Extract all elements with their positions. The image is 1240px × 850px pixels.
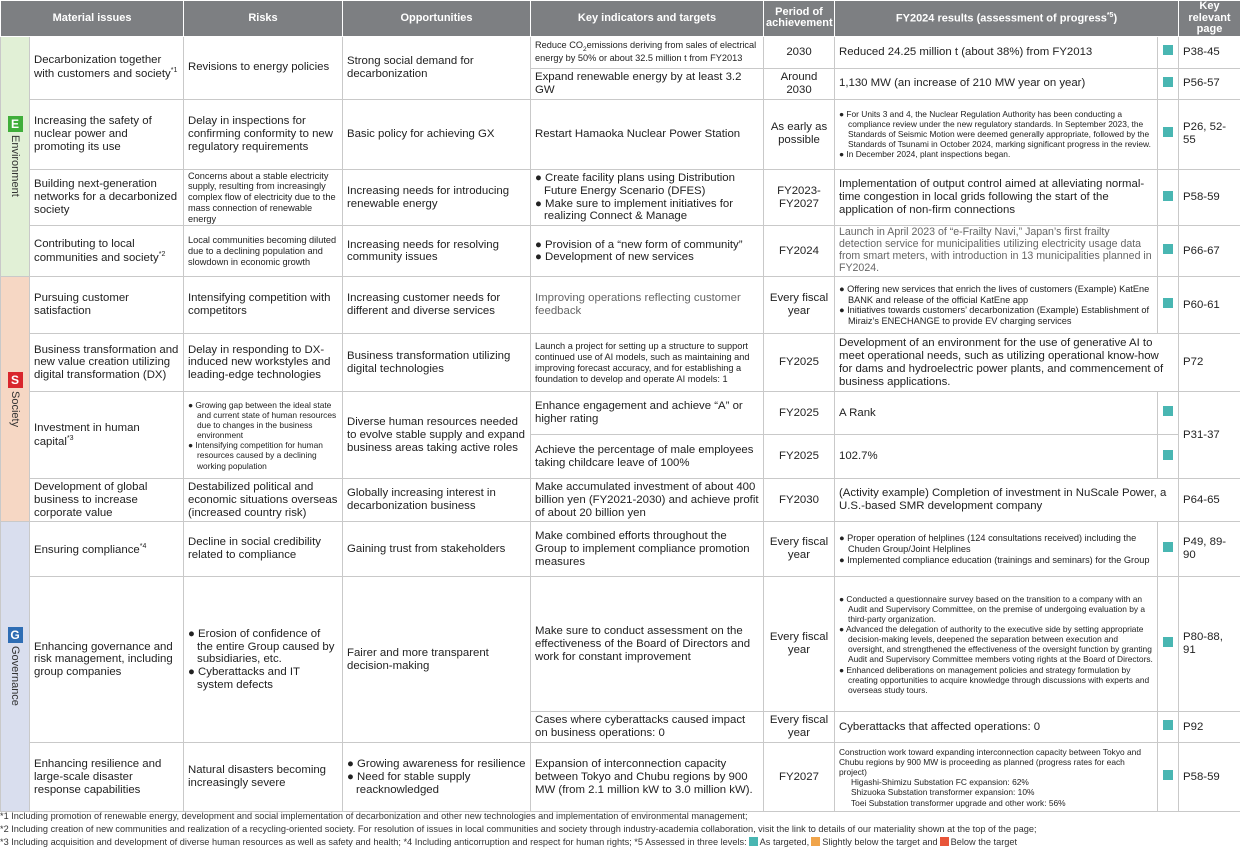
opportunity-cell: Increasing needs for introducing renewable energy — [343, 169, 531, 226]
result-cell: Cyberattacks that affected operations: 0 — [835, 712, 1158, 743]
table-row — [1, 334, 1240, 392]
page-ref: P49, 89-90 — [1179, 522, 1240, 577]
page-ref: P31-37 — [1179, 392, 1240, 479]
assessment-marker — [1158, 277, 1179, 334]
on-target-square-icon — [1163, 637, 1173, 647]
risk-bullet: ● Intensifying competition for human resources caused by a declining working population — [188, 440, 323, 471]
period-cell: FY2025 — [764, 435, 835, 479]
header-opportunities: Opportunities — [343, 1, 531, 37]
category-label: Environment — [9, 135, 22, 197]
indicator-cell: Reduce $CO_2emissions$ deriving from sales of electrical energy by 50% or about 32.5 million t from FY2013 — [531, 36, 764, 68]
opportunity-cell: Increasing needs for resolving community issues — [343, 226, 531, 277]
result-bullet: ● Offering new services that enrich the lives of customers (Example) KatEne BANK and release of the official KatEne app — [839, 283, 1150, 305]
opportunity-cell: Gaining trust from stakeholders — [343, 522, 531, 577]
below-target-legend-icon — [940, 837, 949, 846]
result-cell: (Activity example) Completion of investment in NuScale Power, a U.S.-based SMR development company — [835, 479, 1179, 522]
category-label: Governance — [9, 646, 22, 707]
result-cell — [835, 522, 1158, 577]
result-bullet: ● For Units 3 and 4, the Nuclear Regulation Authority has been conducting a compliance review under the new regulatory standards. In September 2023, the Standards of Seismic Motion were deemed generally appropriate, followed by the Standards of Tsunami in October 2024, marking significant progress in the review. — [839, 108, 1151, 150]
on-target-square-icon — [1163, 298, 1173, 308]
indicator-bullet: ● Make sure to implement initiatives for realizing Connect & Manage — [535, 197, 734, 223]
result-cell: 102.7% — [835, 435, 1158, 479]
table-row — [1, 577, 1240, 712]
header-risks: Risks — [184, 1, 343, 37]
material-issue: Decarbonization together with customers and society$^{*1}$ — [30, 36, 184, 99]
risk-cell: Destabilized political and economic situations overseas (increased country risk) — [184, 479, 343, 522]
indicator-cell: Expansion of interconnection capacity between Tokyo and Chubu regions by 900 MW (from 2.1 million kW to 3.0 million kW). — [531, 743, 764, 812]
indicator-cell: Make sure to conduct assessment on the effectiveness of the Board of Directors and work for constant improvement — [531, 577, 764, 712]
page-ref: P58-59 — [1179, 743, 1240, 812]
result-cell: 1,130 MW (an increase of 210 MW year on year) — [835, 68, 1158, 99]
result-cell: Implementation of output control aimed at alleviating normal-time congestion in local grids following the start of the application of non-firm connections — [835, 169, 1158, 226]
material-issue: Ensuring compliance$^{*4}$ — [30, 522, 184, 577]
assessment-marker — [1158, 226, 1179, 277]
footnote-3: *3 Including acquisition and development of diverse human resources as well as safety and health; *4 Including anticorruption and respect for human rights; *5 Assessed in three levels: As targeted, Slightly below the target and Below the target — [0, 837, 1018, 847]
material-issue: Business transformation and new value creation utilizing digital transformation (DX) — [30, 334, 184, 392]
assessment-marker — [1158, 99, 1179, 169]
period-cell: FY2027 — [764, 743, 835, 812]
risk-bullet: ● Cyberattacks and IT system defects — [188, 666, 300, 692]
risk-bullet: ● Growing gap between the ideal state and current state of human resources due to changes in the business environment — [188, 400, 337, 441]
indicator-cell: Launch a project for setting up a structure to support continued use of AI models, such as maintaining and improving forecast accuracy, and for establishing a foundation to develop and operate AI models: 1 — [531, 334, 764, 392]
period-cell: FY2025 — [764, 334, 835, 392]
footnote-2: *2 Including creation of new communities and realization of a recycling-oriented society. For resolution of issues in local communities and society through industry-academia collaboration, visit the link to details of our materiality shown at the top of the page; — [0, 824, 1037, 834]
category-environment — [1, 36, 30, 277]
header-results: FY2024 results (assessment of progress$^{*5}$) — [835, 1, 1179, 37]
on-target-square-icon — [1163, 191, 1173, 201]
on-target-square-icon — [1163, 77, 1173, 87]
table-row — [1, 743, 1240, 812]
result-bullet: ● Conducted a questionnaire survey based on the transition to a company with an Audit and Supervisory Committee, on the premise of undergoing evaluation by a third-party organization. — [839, 593, 1146, 625]
opportunity-bullet: ● Need for stable supply reacknowledged — [347, 770, 471, 796]
material-issue: Development of global business to increase corporate value — [30, 479, 184, 522]
society-badge: S — [8, 372, 23, 388]
period-cell: FY2030 — [764, 479, 835, 522]
page-ref: P38-45 — [1179, 36, 1240, 68]
opportunity-cell: Business transformation utilizing digital technologies — [343, 334, 531, 392]
assessment-marker — [1158, 68, 1179, 99]
risk-cell — [184, 392, 343, 479]
period-cell: FY2024 — [764, 226, 835, 277]
page-ref: P92 — [1179, 712, 1240, 743]
table-row — [1, 36, 1240, 68]
table-row — [1, 169, 1240, 226]
page-ref: P60-61 — [1179, 277, 1240, 334]
risk-cell: Delay in inspections for confirming conformity to new regulatory requirements — [184, 99, 343, 169]
indicator-cell — [531, 226, 764, 277]
indicator-bullet: ● Create facility plans using Distribution Future Energy Scenario (DFES) — [535, 171, 735, 197]
assessment-marker — [1158, 743, 1179, 812]
indicator-bullet: ● Development of new services — [535, 251, 694, 264]
indicator-cell: Achieve the percentage of male employees taking childcare leave of 100% — [531, 435, 764, 479]
material-issue: Enhancing resilience and large-scale disaster response capabilities — [30, 743, 184, 812]
on-target-square-icon — [1163, 244, 1173, 254]
opportunity-cell: Strong social demand for decarbonization — [343, 36, 531, 99]
material-issue: Enhancing governance and risk management, including group companies — [30, 577, 184, 743]
page-ref: P26, 52-55 — [1179, 99, 1240, 169]
on-target-square-icon — [1163, 542, 1173, 552]
period-cell: FY2025 — [764, 392, 835, 435]
period-cell: Every fiscal year — [764, 712, 835, 743]
table-row — [1, 226, 1240, 277]
material-issue: Building next-generation networks for a decarbonized society — [30, 169, 184, 226]
opportunity-cell: Globally increasing interest in decarbonization business — [343, 479, 531, 522]
risk-cell: Delay in responding to DX-induced new workstyles and leading-edge technologies — [184, 334, 343, 392]
opportunity-cell — [343, 743, 531, 812]
indicator-bullet: ● Provision of a “new form of community” — [535, 238, 743, 251]
result-bullet: ● Enhanced deliberations on management policies and strategy formulation by creating opportunities to acquire knowledge through discussions with experts and overseas study tours. — [839, 664, 1150, 695]
assessment-marker — [1158, 577, 1179, 712]
result-cell: Launch in April 2023 of “e-Frailty Navi,” Japan’s first frailty detection service for municipalities utilizing electricity usage data from smart meters, with introduction in 13 municipalities planned in FY2024. — [835, 226, 1158, 277]
governance-badge: G — [8, 627, 23, 643]
result-bullet: ● In December 2024, plant inspections began. — [839, 149, 1011, 160]
header-page: Key relevant page — [1179, 1, 1240, 37]
table-row — [1, 479, 1240, 522]
opportunity-cell: Basic policy for achieving GX — [343, 99, 531, 169]
category-label: Society — [9, 390, 22, 427]
result-cell: Development of an environment for the use of generative AI to meet operational needs, such as utilizing operational know-how for dams and hydroelectric power plants, and commencement of business applications. — [835, 334, 1179, 392]
on-target-square-icon — [1163, 450, 1173, 460]
risk-cell: Decline in social credibility related to compliance — [184, 522, 343, 577]
on-target-legend-icon — [749, 837, 758, 846]
risk-bullet: ● Erosion of confidence of the entire Group caused by subsidiaries, etc. — [188, 627, 335, 666]
indicator-cell: Enhance engagement and achieve “A” or higher rating — [531, 392, 764, 435]
header-material-issues: Material issues — [1, 1, 184, 37]
risk-cell — [184, 577, 343, 743]
page-ref: P72 — [1179, 334, 1240, 392]
on-target-square-icon — [1163, 770, 1173, 780]
risk-cell: Revisions to energy policies — [184, 36, 343, 99]
period-cell: FY2023-FY2027 — [764, 169, 835, 226]
on-target-square-icon — [1163, 45, 1173, 55]
table-row — [1, 277, 1240, 334]
header-period: Period of achievement — [764, 1, 835, 37]
header-row — [1, 1, 1240, 37]
table-row — [1, 522, 1240, 577]
indicator-cell: Restart Hamaoka Nuclear Power Station — [531, 99, 764, 169]
result-cell: Reduced 24.25 million t (about 38%) from FY2013 — [835, 36, 1158, 68]
indicator-cell — [531, 169, 764, 226]
period-cell: As early as possible — [764, 99, 835, 169]
slightly-below-legend-icon — [811, 837, 820, 846]
footnote-1: *1 Including promotion of renewable energy, development and social implementation of decarbonization and other new technologies and implementation of environmental management; — [0, 811, 748, 821]
opportunity-cell: Fairer and more transparent decision-making — [343, 577, 531, 743]
result-bullet: ● Proper operation of helplines (124 consultations received) including the Chuden Group/Joint Helplines — [839, 533, 1137, 554]
risk-cell: Intensifying competition with competitors — [184, 277, 343, 334]
category-governance — [1, 522, 30, 812]
assessment-marker — [1158, 435, 1179, 479]
assessment-marker — [1158, 522, 1179, 577]
result-cell — [835, 577, 1158, 712]
result-bullet: ● Advanced the delegation of authority to the executive side by setting appropriate decision-making levels, deepened the separation between execution and oversight, and strengthened the effectiveness of the oversight function by granting Audit and Supervisory Committee members voting rights at the Board of Directors. — [839, 624, 1153, 665]
risk-cell: Concerns about a stable electricity supply, resulting from increasingly complex flow of electricity due to the mass connection of renewable energy — [184, 169, 343, 226]
on-target-square-icon — [1163, 406, 1173, 416]
on-target-square-icon — [1163, 127, 1173, 137]
period-cell: Every fiscal year — [764, 522, 835, 577]
assessment-marker — [1158, 169, 1179, 226]
material-issue: Pursuing customer satisfaction — [30, 277, 184, 334]
page-ref: P58-59 — [1179, 169, 1240, 226]
period-cell: Every fiscal year — [764, 577, 835, 712]
risk-cell: Natural disasters becoming increasingly severe — [184, 743, 343, 812]
assessment-marker — [1158, 712, 1179, 743]
result-cell: Construction work toward expanding interconnection capacity between Tokyo and Chubu regions by 900 MW is proceeding as planned (progress rates for each project) Higashi-Shimizu Substation FC expansion: 62% Shizuoka Substation transformer expansion: 10% Toei Substation transformer upgrade and other work: 56% — [835, 743, 1158, 812]
risk-cell: Local communities becoming diluted due to a declining population and slowdown in economic growth — [184, 226, 343, 277]
indicator-cell: Expand renewable energy by at least 3.2 GW — [531, 68, 764, 99]
indicator-cell: Make combined efforts throughout the Group to implement compliance promotion measures — [531, 522, 764, 577]
opportunity-bullet: ● Growing awareness for resilience — [347, 758, 526, 771]
on-target-square-icon — [1163, 720, 1173, 730]
page-ref: P64-65 — [1179, 479, 1240, 522]
assessment-marker — [1158, 392, 1179, 435]
header-indicators: Key indicators and targets — [531, 1, 764, 37]
page-ref: P80-88, 91 — [1179, 577, 1240, 712]
result-cell — [835, 99, 1158, 169]
period-cell: 2030 — [764, 36, 835, 68]
indicator-cell: Make accumulated investment of about 400 billion yen (FY2021-2030) and achieve profit of about 20 billion yen — [531, 479, 764, 522]
category-society — [1, 277, 30, 522]
opportunity-cell: Diverse human resources needed to evolve stable supply and expand business areas taking active roles — [343, 392, 531, 479]
assessment-marker — [1158, 36, 1179, 68]
material-issue: Investment in human capital$^{*3}$ — [30, 392, 184, 479]
result-bullet: ● Initiatives towards customers’ decarbonization (Example) Establishment of Miraiz’s ENECHANGE to provide EV charging services — [839, 305, 1150, 327]
indicator-cell: Improving operations reflecting customer feedback — [531, 277, 764, 334]
table-row — [1, 99, 1240, 169]
result-cell: A Rank — [835, 392, 1158, 435]
page-ref: P66-67 — [1179, 226, 1240, 277]
material-issue: Contributing to local communities and society$^{*2}$ — [30, 226, 184, 277]
result-bullet: ● Implemented compliance education (trainings and seminars) for the Group — [839, 554, 1150, 565]
material-issue: Increasing the safety of nuclear power and promoting its use — [30, 99, 184, 169]
opportunity-cell: Increasing customer needs for different and diverse services — [343, 277, 531, 334]
period-cell: Around 2030 — [764, 68, 835, 99]
period-cell: Every fiscal year — [764, 277, 835, 334]
result-cell — [835, 277, 1158, 334]
environment-badge: E — [8, 116, 23, 132]
page-ref: P56-57 — [1179, 68, 1240, 99]
table-row — [1, 392, 1240, 435]
indicator-cell: Cases where cyberattacks caused impact on business operations: 0 — [531, 712, 764, 743]
